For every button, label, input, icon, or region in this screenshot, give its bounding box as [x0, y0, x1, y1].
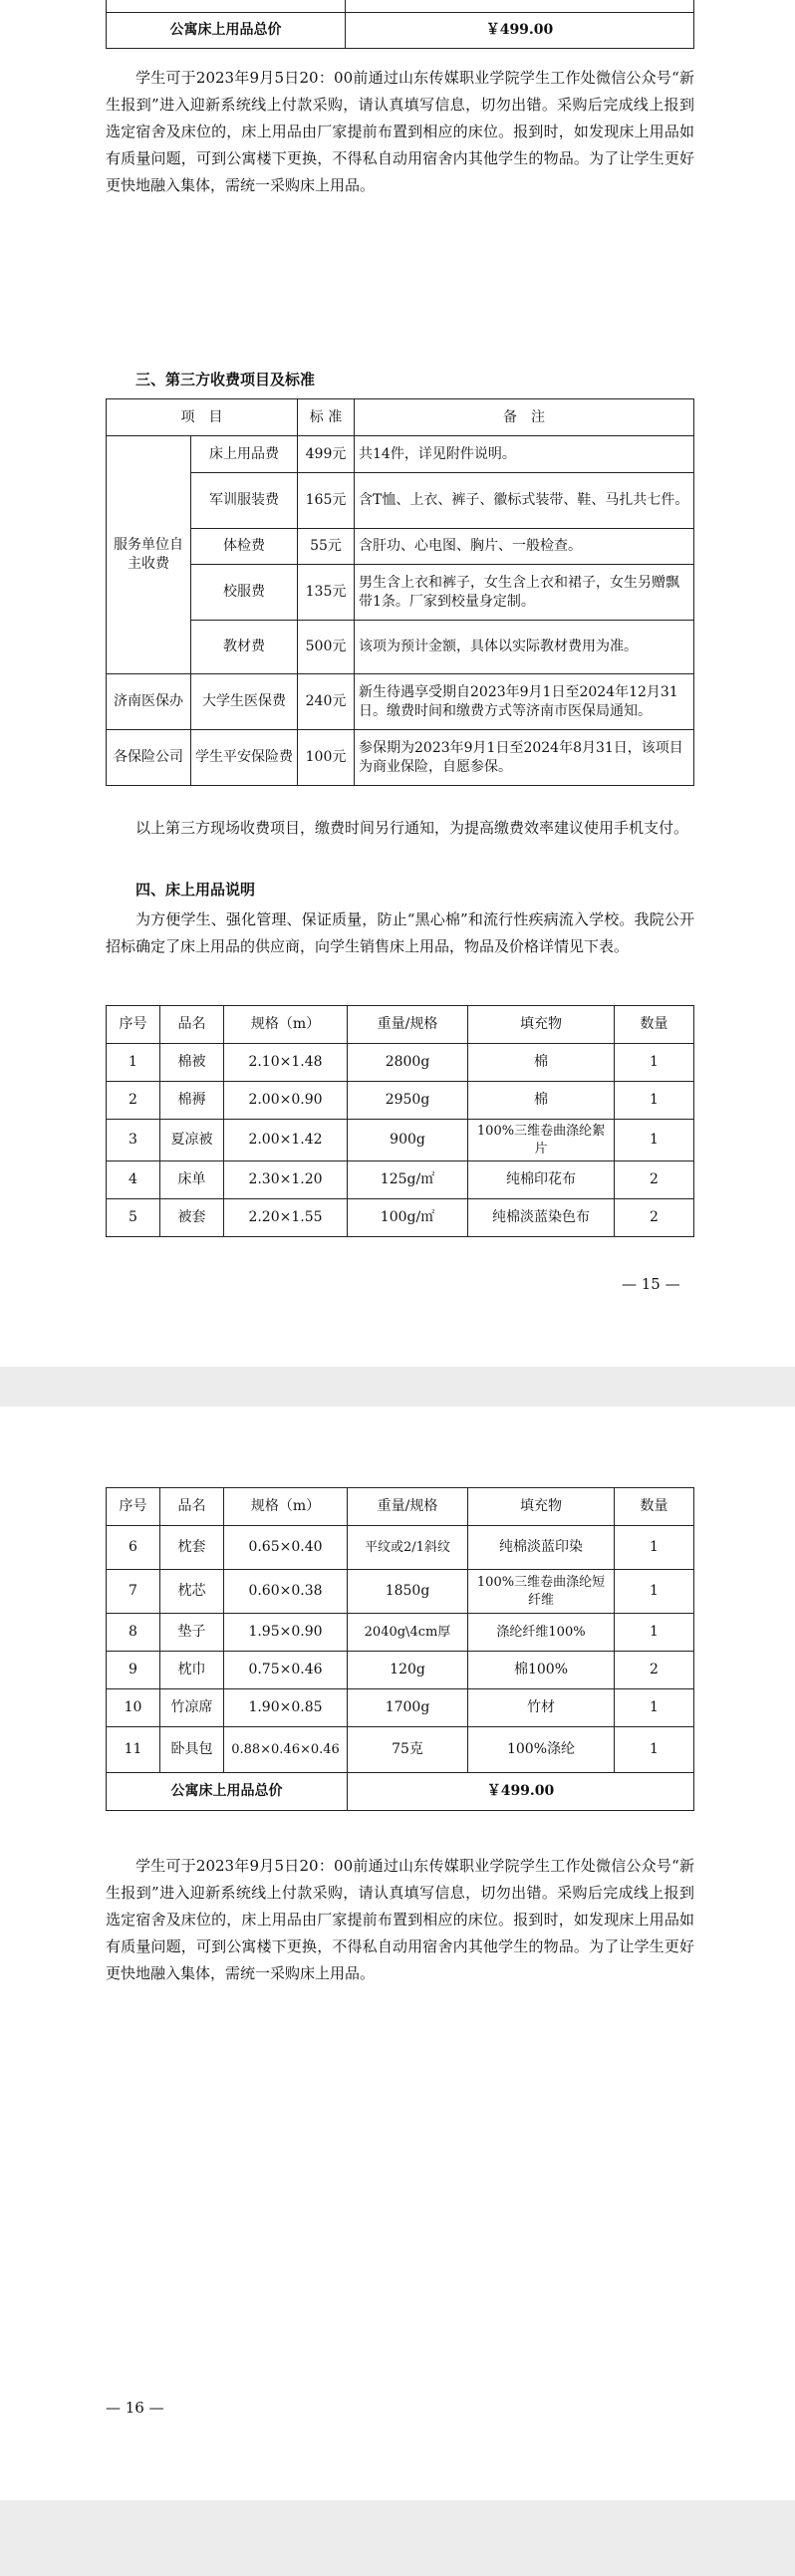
- cell-name: 枕套: [160, 1526, 224, 1570]
- fees-row: [107, 473, 694, 529]
- cell-spec: 0.88×0.46×0.46: [224, 1727, 348, 1773]
- cell-fill: 100%三维卷曲涤纶短纤维: [468, 1570, 615, 1614]
- fee-note: 新生待遇享受期自2023年9月1日至2024年12月31日。缴费时间和缴费方式等济南市医保局通知。: [355, 674, 694, 730]
- fees-header-standard: 标 准: [298, 399, 355, 436]
- cell-name: 竹凉席: [160, 1689, 224, 1727]
- after-fees-paragraph: 以上第三方现场收费项目，缴费时间另行通知，为提高缴费效率建议使用手机支付。: [135, 819, 689, 837]
- cell-qty: 1: [615, 1082, 694, 1120]
- fee-name: 校服费: [191, 565, 298, 621]
- col-no: 序号: [107, 1006, 160, 1044]
- cell-qty: 2: [615, 1652, 694, 1689]
- page-gap: [0, 1367, 795, 1407]
- fee-name: 教材费: [191, 621, 298, 674]
- page-number-16: — 16 —: [106, 2399, 164, 2417]
- cell-qty: 1: [615, 1526, 694, 1570]
- cell-fill: 竹材: [468, 1689, 615, 1727]
- cell-name: 夏凉被: [160, 1120, 224, 1161]
- cell-spec: 1.90×0.85: [224, 1689, 348, 1727]
- col-name: 品名: [160, 1006, 224, 1044]
- fee-standard: 100元: [298, 730, 355, 786]
- fees-group-jinan: 济南医保办: [107, 674, 191, 730]
- cell-weight: 100g/㎡: [348, 1199, 468, 1237]
- fees-group-self: 服务单位自主收费: [107, 436, 191, 674]
- top-total-label: 公寓床上用品总价: [107, 12, 346, 48]
- fees-row: [107, 674, 694, 730]
- section4-title: 四、床上用品说明: [135, 881, 256, 899]
- cell-no: 7: [107, 1570, 160, 1614]
- fee-standard: 240元: [298, 674, 355, 730]
- cell-qty: 1: [615, 1689, 694, 1727]
- table-row: [107, 1727, 694, 1773]
- cell-fill: 纯棉淡蓝印染: [468, 1526, 615, 1570]
- fee-standard: 135元: [298, 565, 355, 621]
- cell-no: 8: [107, 1614, 160, 1652]
- cell-name: 被套: [160, 1199, 224, 1237]
- cell-fill: 纯棉淡蓝染色布: [468, 1199, 615, 1237]
- cell-name: 棉褥: [160, 1082, 224, 1120]
- fees-header-note: 备 注: [355, 399, 694, 436]
- table-row: [107, 1526, 694, 1570]
- total-label: 公寓床上用品总价: [107, 1773, 348, 1811]
- fee-standard: 165元: [298, 473, 355, 529]
- cell-fill: 棉: [468, 1044, 615, 1082]
- items-table-page16: [106, 1487, 694, 1811]
- fee-note: 该项为预计金额，具体以实际教材费用为准。: [355, 621, 694, 674]
- fee-name: 学生平安保险费: [191, 730, 298, 786]
- cell-fill: 纯棉印花布: [468, 1161, 615, 1199]
- page-gap-bottom: [0, 2500, 795, 2576]
- table-row: [107, 1120, 694, 1161]
- page16-paragraph: 学生可于2023年9月5日20：00前通过山东传媒职业学院学生工作处微信公众号“新生报到”进入迎新系统线上付款采购，请认真填写信息，切勿出错。采购后完成线上报到选定宿舍及床位的，床上用品由厂家提前布置到相应的床位。报到时，如发现床上用品如有质量问题，可到公寓楼下更换，不得私自动用宿舍内其他学生的物品。为了让学生更好更快地融入集体，需统一采购床上用品。: [106, 1857, 694, 1982]
- col-weight: 重量/规格: [348, 1488, 468, 1526]
- table-row: [107, 1199, 694, 1237]
- col-no: 序号: [107, 1488, 160, 1526]
- col-weight: 重量/规格: [348, 1006, 468, 1044]
- page-number-15: — 15 —: [622, 1275, 680, 1293]
- table-row: [107, 1570, 694, 1614]
- section4-paragraph: 为方便学生、强化管理、保证质量，防止“黑心棉”和流行性疾病流入学校。我院公开招标确定了床上用品的供应商，向学生销售床上用品，物品及价格详情见下表。: [106, 910, 694, 955]
- cell-no: 4: [107, 1161, 160, 1199]
- fee-name: 床上用品费: [191, 436, 298, 473]
- fee-standard: 499元: [298, 436, 355, 473]
- cell-no: 3: [107, 1120, 160, 1161]
- fee-note: 参保期为2023年9月1日至2024年8月31日，该项目为商业保险，自愿参保。: [355, 730, 694, 786]
- cell-name: 枕巾: [160, 1652, 224, 1689]
- cell-qty: 1: [615, 1570, 694, 1614]
- top-paragraph: 学生可于2023年9月5日20：00前通过山东传媒职业学院学生工作处微信公众号“新生报到”进入迎新系统线上付款采购，请认真填写信息，切勿出错。采购后完成线上报到选定宿舍及床位的，床上用品由厂家提前布置到相应的床位。报到时，如发现床上用品如有质量问题，可到公寓楼下更换，不得私自动用宿舍内其他学生的物品。为了让学生更好更快地融入集体，需统一采购床上用品。: [106, 69, 694, 194]
- col-spec: 规格（m）: [224, 1006, 348, 1044]
- items-table-page15: [106, 1005, 694, 1237]
- cell-qty: 1: [615, 1614, 694, 1652]
- cell-spec: 2.30×1.20: [224, 1161, 348, 1199]
- fee-name: 体检费: [191, 529, 298, 565]
- col-fill: 填充物: [468, 1006, 615, 1044]
- cell-name: 枕芯: [160, 1570, 224, 1614]
- fees-row: [107, 436, 694, 473]
- fees-row: [107, 621, 694, 674]
- cell-weight: 2950g: [348, 1082, 468, 1120]
- fee-name: 军训服装费: [191, 473, 298, 529]
- cell-name: 床单: [160, 1161, 224, 1199]
- cell-fill: 棉: [468, 1082, 615, 1120]
- cell-fill: 涤纶纤维100%: [468, 1614, 615, 1652]
- fee-standard: 500元: [298, 621, 355, 674]
- cell-name: 棉被: [160, 1044, 224, 1082]
- cell-qty: 2: [615, 1199, 694, 1237]
- cell-spec: 2.20×1.55: [224, 1199, 348, 1237]
- cell-weight: 125g/㎡: [348, 1161, 468, 1199]
- cell-fill: 100%涤纶: [468, 1727, 615, 1773]
- cell-spec: 1.95×0.90: [224, 1614, 348, 1652]
- cell-qty: 1: [615, 1044, 694, 1082]
- table-row: [107, 1161, 694, 1199]
- table-row: [107, 1689, 694, 1727]
- cell-weight: 1700g: [348, 1689, 468, 1727]
- fees-row: [107, 730, 694, 786]
- cell-no: 10: [107, 1689, 160, 1727]
- table-row: [107, 1614, 694, 1652]
- col-qty: 数量: [615, 1006, 694, 1044]
- total-value: ￥499.00: [348, 1773, 694, 1811]
- cell-weight: 120g: [348, 1652, 468, 1689]
- col-spec: 规格（m）: [224, 1488, 348, 1526]
- cell-qty: 1: [615, 1727, 694, 1773]
- cell-spec: 0.60×0.38: [224, 1570, 348, 1614]
- table-row: [107, 1044, 694, 1082]
- cell-fill: 100%三维卷曲涤纶絮片: [468, 1120, 615, 1161]
- fee-note: 共14件，详见附件说明。: [355, 436, 694, 473]
- cell-no: 1: [107, 1044, 160, 1082]
- cell-qty: 1: [615, 1120, 694, 1161]
- section3-title: 三、第三方收费项目及标准: [135, 371, 316, 388]
- cell-no: 2: [107, 1082, 160, 1120]
- fees-row: [107, 529, 694, 565]
- cell-name: 卧具包: [160, 1727, 224, 1773]
- fees-table: [106, 398, 694, 786]
- cell-fill: 棉100%: [468, 1652, 615, 1689]
- cell-weight: 2040g\4cm厚: [348, 1614, 468, 1652]
- cell-spec: 2.10×1.48: [224, 1044, 348, 1082]
- cell-spec: 0.65×0.40: [224, 1526, 348, 1570]
- table-row: [107, 1082, 694, 1120]
- fees-header-item: 项 目: [107, 399, 298, 436]
- table-row: [107, 1652, 694, 1689]
- fee-note: 含肝功、心电图、胸片、一般检查。: [355, 529, 694, 565]
- cell-spec: 2.00×0.90: [224, 1082, 348, 1120]
- top-total-table: [106, 0, 694, 49]
- cell-name: 垫子: [160, 1614, 224, 1652]
- fee-note: 含T恤、上衣、裤子、徽标式装带、鞋、马扎共七件。: [355, 473, 694, 529]
- fee-name: 大学生医保费: [191, 674, 298, 730]
- fee-standard: 55元: [298, 529, 355, 565]
- cell-weight: 平纹或2/1斜纹: [348, 1526, 468, 1570]
- col-qty: 数量: [615, 1488, 694, 1526]
- fees-group-insurance: 各保险公司: [107, 730, 191, 786]
- cell-no: 6: [107, 1526, 160, 1570]
- total-row: [107, 1773, 694, 1811]
- cell-qty: 2: [615, 1161, 694, 1199]
- cell-spec: 2.00×1.42: [224, 1120, 348, 1161]
- top-total-value: ￥499.00: [346, 12, 694, 48]
- cell-spec: 0.75×0.46: [224, 1652, 348, 1689]
- cell-weight: 900g: [348, 1120, 468, 1161]
- fees-row: [107, 565, 694, 621]
- fee-note: 男生含上衣和裤子，女生含上衣和裙子，女生另赠飘带1条。厂家到校量身定制。: [355, 565, 694, 621]
- col-name: 品名: [160, 1488, 224, 1526]
- col-fill: 填充物: [468, 1488, 615, 1526]
- cell-no: 5: [107, 1199, 160, 1237]
- cell-weight: 2800g: [348, 1044, 468, 1082]
- cell-weight: 75克: [348, 1727, 468, 1773]
- cell-weight: 1850g: [348, 1570, 468, 1614]
- cell-no: 9: [107, 1652, 160, 1689]
- cell-no: 11: [107, 1727, 160, 1773]
